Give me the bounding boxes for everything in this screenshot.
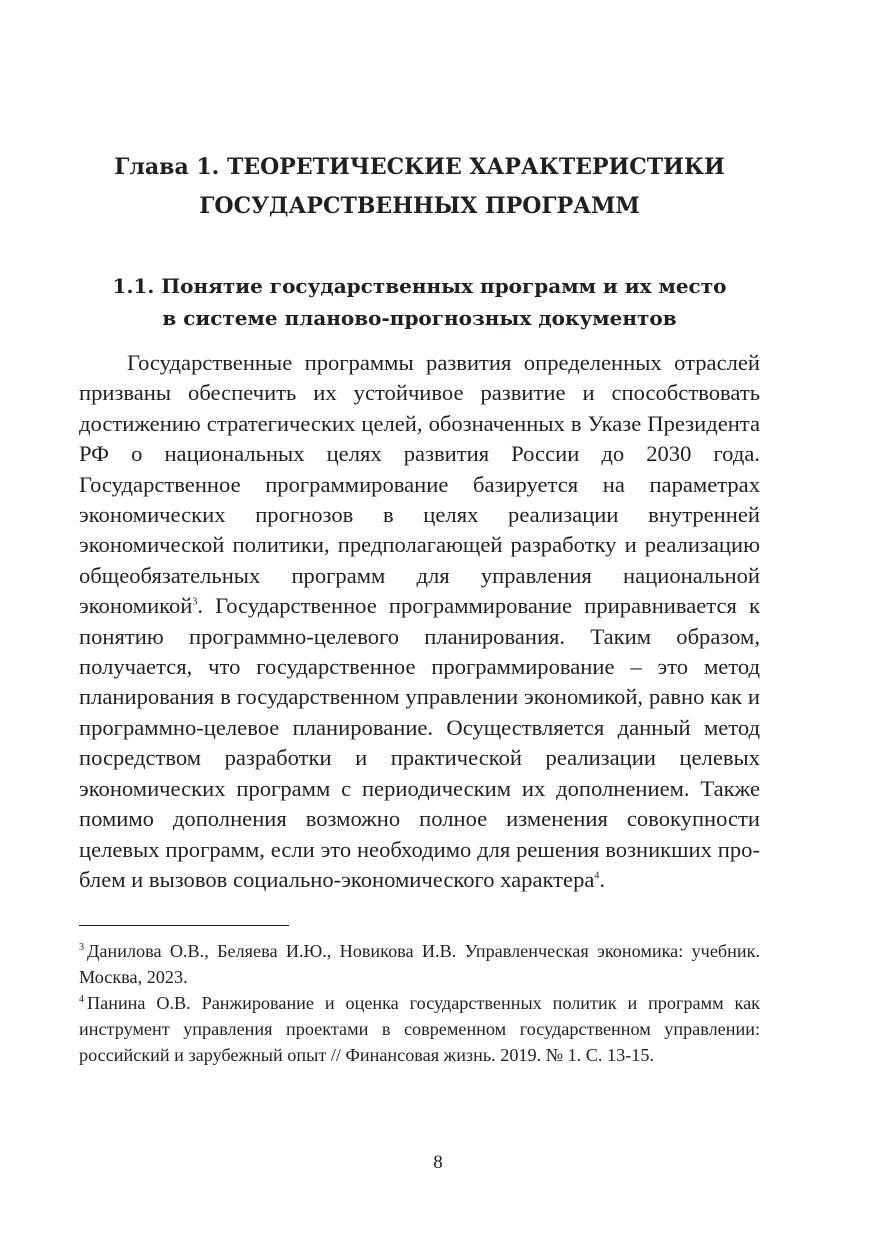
chapter-title-line-2: ГОСУДАРСТВЕННЫХ ПРОГРАММ: [199, 193, 640, 219]
section-title-line-1: 1.1. Понятие государственных программ и их место: [112, 274, 727, 298]
footnote-text: Панина О.В. Ранжирование и оценка государственных политик и программ как инструмент управления проектами в современном государственном управлении: российский и зарубежный опыт // Финансовая жизнь. 2019. № 1. С. 13-15.: [79, 993, 760, 1066]
paragraph-text-part-2: . Государственное программирование приравнивается к понятию программно-целевого планирования. Таким образом, получается, что государственное программирование – это метод планирования в государственном управлении экономикой, равно как и программно-целевое планирование. Осуществляется данный метод посредством разработки и практической реализации целевых экономических программ с периодическим их дополнением. Также помимо дополнения возможно полное изменения совокупности целевых программ, если это необходимо для решения возникших проблем и вызовов социально-экономического характера: [79, 593, 760, 892]
chapter-title-line-1: Глава 1. ТЕОРЕТИЧЕСКИЕ ХАРАКТЕРИСТИКИ: [114, 154, 725, 180]
footnote-mark: 4: [79, 994, 84, 1006]
footnote-4: [79, 990, 760, 1068]
page-number: 8: [433, 1152, 443, 1173]
footnotes: [79, 938, 760, 1068]
paragraph-text-part-1: Государственные программы развития определенных отраслей призваны обеспечить их устойчивое развитие и способствовать достижению стратегических целей, обозначенных в Указе Президента РФ о национальных целях развития России до 2030 года. Государственное программирование базируется на параметрах экономических прогнозов в целях реализации внутренней экономической политики, предполагающей разработку и реализацию общеобязательных программ для управления национальной экономикой: [79, 350, 760, 619]
footnote-ref-3: 3: [192, 596, 198, 608]
chapter-title: [79, 148, 760, 226]
footnote-text: Данилова О.В., Беляева И.Ю., Новикова И.В. Управленческая экономика: учебник. Москва, 2023.: [79, 941, 760, 988]
body-paragraph: [79, 348, 760, 895]
footnote-divider: [79, 925, 289, 926]
paragraph-text-part-3: .: [599, 866, 606, 892]
footnote-3: [79, 938, 760, 990]
footnote-ref-4: 4: [594, 870, 600, 882]
section-title-line-2: в системе планово-прогнозных документов: [162, 306, 677, 330]
section-title: [79, 270, 760, 334]
footnote-mark: 3: [79, 942, 84, 954]
page-content: [79, 148, 760, 1068]
